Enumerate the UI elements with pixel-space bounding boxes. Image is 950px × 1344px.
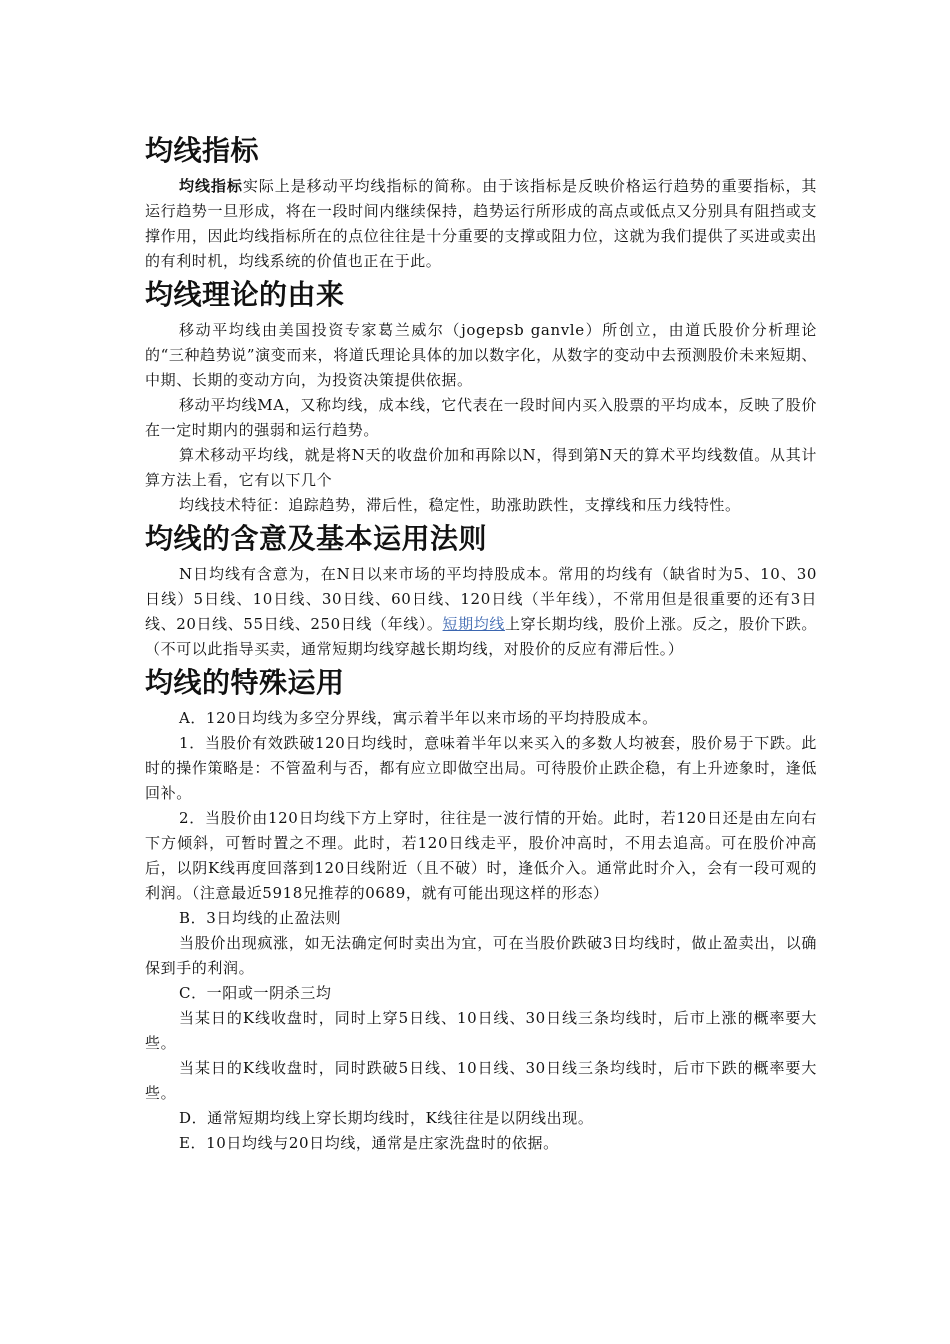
paragraph-origin-1: 移动平均线由美国投资专家葛兰威尔（jogepsb ganvle）所创立，由道氏股价分析理论的“三种趋势说”演变而来，将道氏理论具体的加以数字化，从数字的变动中去预测股价未来短期、中期、长期的变动方向，为投资决策提供依据。 [145,321,817,389]
paragraph-origin-4: 均线技术特征：追踪趋势，滞后性，稳定性，助涨助跌性，支撑线和压力线特性。 [179,496,741,514]
paragraph-origin-3: 算术移动平均线，就是将N天的收盘价加和再除以N，得到第N天的算术平均线数值。从其计算方法上看，它有以下几个 [145,446,817,489]
paragraph-item-c-text-1: 当某日的K线收盘时，同时上穿5日线、10日线、30日线三条均线时，后市上涨的概率要大些。 [145,1009,817,1052]
paragraph-text: 实际上是移动平均线指标的简称。由于该指标是反映价格运行趋势的重要指标，其运行趋势一旦形成，将在一段时间内继续保持，趋势运行所形成的高点或低点又分别具有阻挡或支撑作用，因此均线指标所在的点位往往是十分重要的支撑或阻力位，这就为我们提供了买进或卖出的有利时机，均线系统的价值也正在于此。 [145,177,817,270]
heading-ma-origin: 均线理论的由来 [145,278,345,311]
paragraph-origin-2: 移动平均线MA，又称均线，成本线，它代表在一段时间内买入股票的平均成本，反映了股价在一定时期内的强弱和运行趋势。 [145,396,817,439]
paragraph-item-c-text-2: 当某日的K线收盘时，同时跌破5日线、10日线、30日线三条均线时，后市下跌的概率要大些。 [145,1059,817,1102]
paragraph-text: N日均线有含意为，在N日以来市场的平均持股成本。常用的均线有（缺省时为5、10、30日线）5日线、10日线、30日线、60日线、120日线（半年线），不常用但是很重要的还有3日线、20日线、55日线、250日线（年线）。 [145,565,817,633]
heading-ma-special-use: 均线的特殊运用 [145,666,345,699]
paragraph-item-b: B．3日均线的止盈法则 [179,909,342,927]
paragraph-meaning [145,562,817,662]
paragraph-item-2: 2．当股价由120日均线下方上穿时，往往是一波行情的开始。此时，若120日还是由左向右下方倾斜，可暂时置之不理。此时，若120日线走平，股价冲高时，不用去追高。可在股价冲高后，以阴K线再度回落到120日线附近（且不破）时，逢低介入。通常此时介入，会有一段可观的利润。（注意最近5918兄推荐的0689，就有可能出现这样的形态） [145,809,817,902]
paragraph-item-b-text: 当股价出现疯涨，如无法确定何时卖出为宜，可在当股价跌破3日均线时，做止盈卖出，以确保到手的利润。 [145,934,817,977]
paragraph-text: 上穿长期均线，股价上涨。反之，股价下跌。（不可以此指导买卖，通常短期均线穿越长期均线，对股价的反应有滞后性。） [145,615,817,658]
paragraph-item-1: 1．当股价有效跌破120日均线时，意味着半年以来买入的多数人均被套，股价易于下跌。此时的操作策略是：不管盈利与否，都有应立即做空出局。可待股价止跌企稳，有上升迹象时，逢低回补。 [145,734,817,802]
bold-term: 均线指标 [179,177,243,195]
paragraph-item-d: D．通常短期均线上穿长期均线时，K线往往是以阴线出现。 [179,1109,594,1127]
paragraph-item-a: A．120日均线为多空分界线，寓示着半年以来市场的平均持股成本。 [179,709,658,727]
paragraph-item-c: C．一阳或一阴杀三均 [179,984,332,1002]
document-page [145,128,817,1156]
paragraph-item-e: E．10日均线与20日均线，通常是庄家洗盘时的依据。 [179,1134,559,1152]
heading-ma-indicator: 均线指标 [145,134,260,167]
heading-ma-meaning: 均线的含意及基本运用法则 [145,522,488,555]
paragraph-ma-intro [145,174,817,274]
short-term-ma-link[interactable]: 短期均线 [442,615,505,633]
